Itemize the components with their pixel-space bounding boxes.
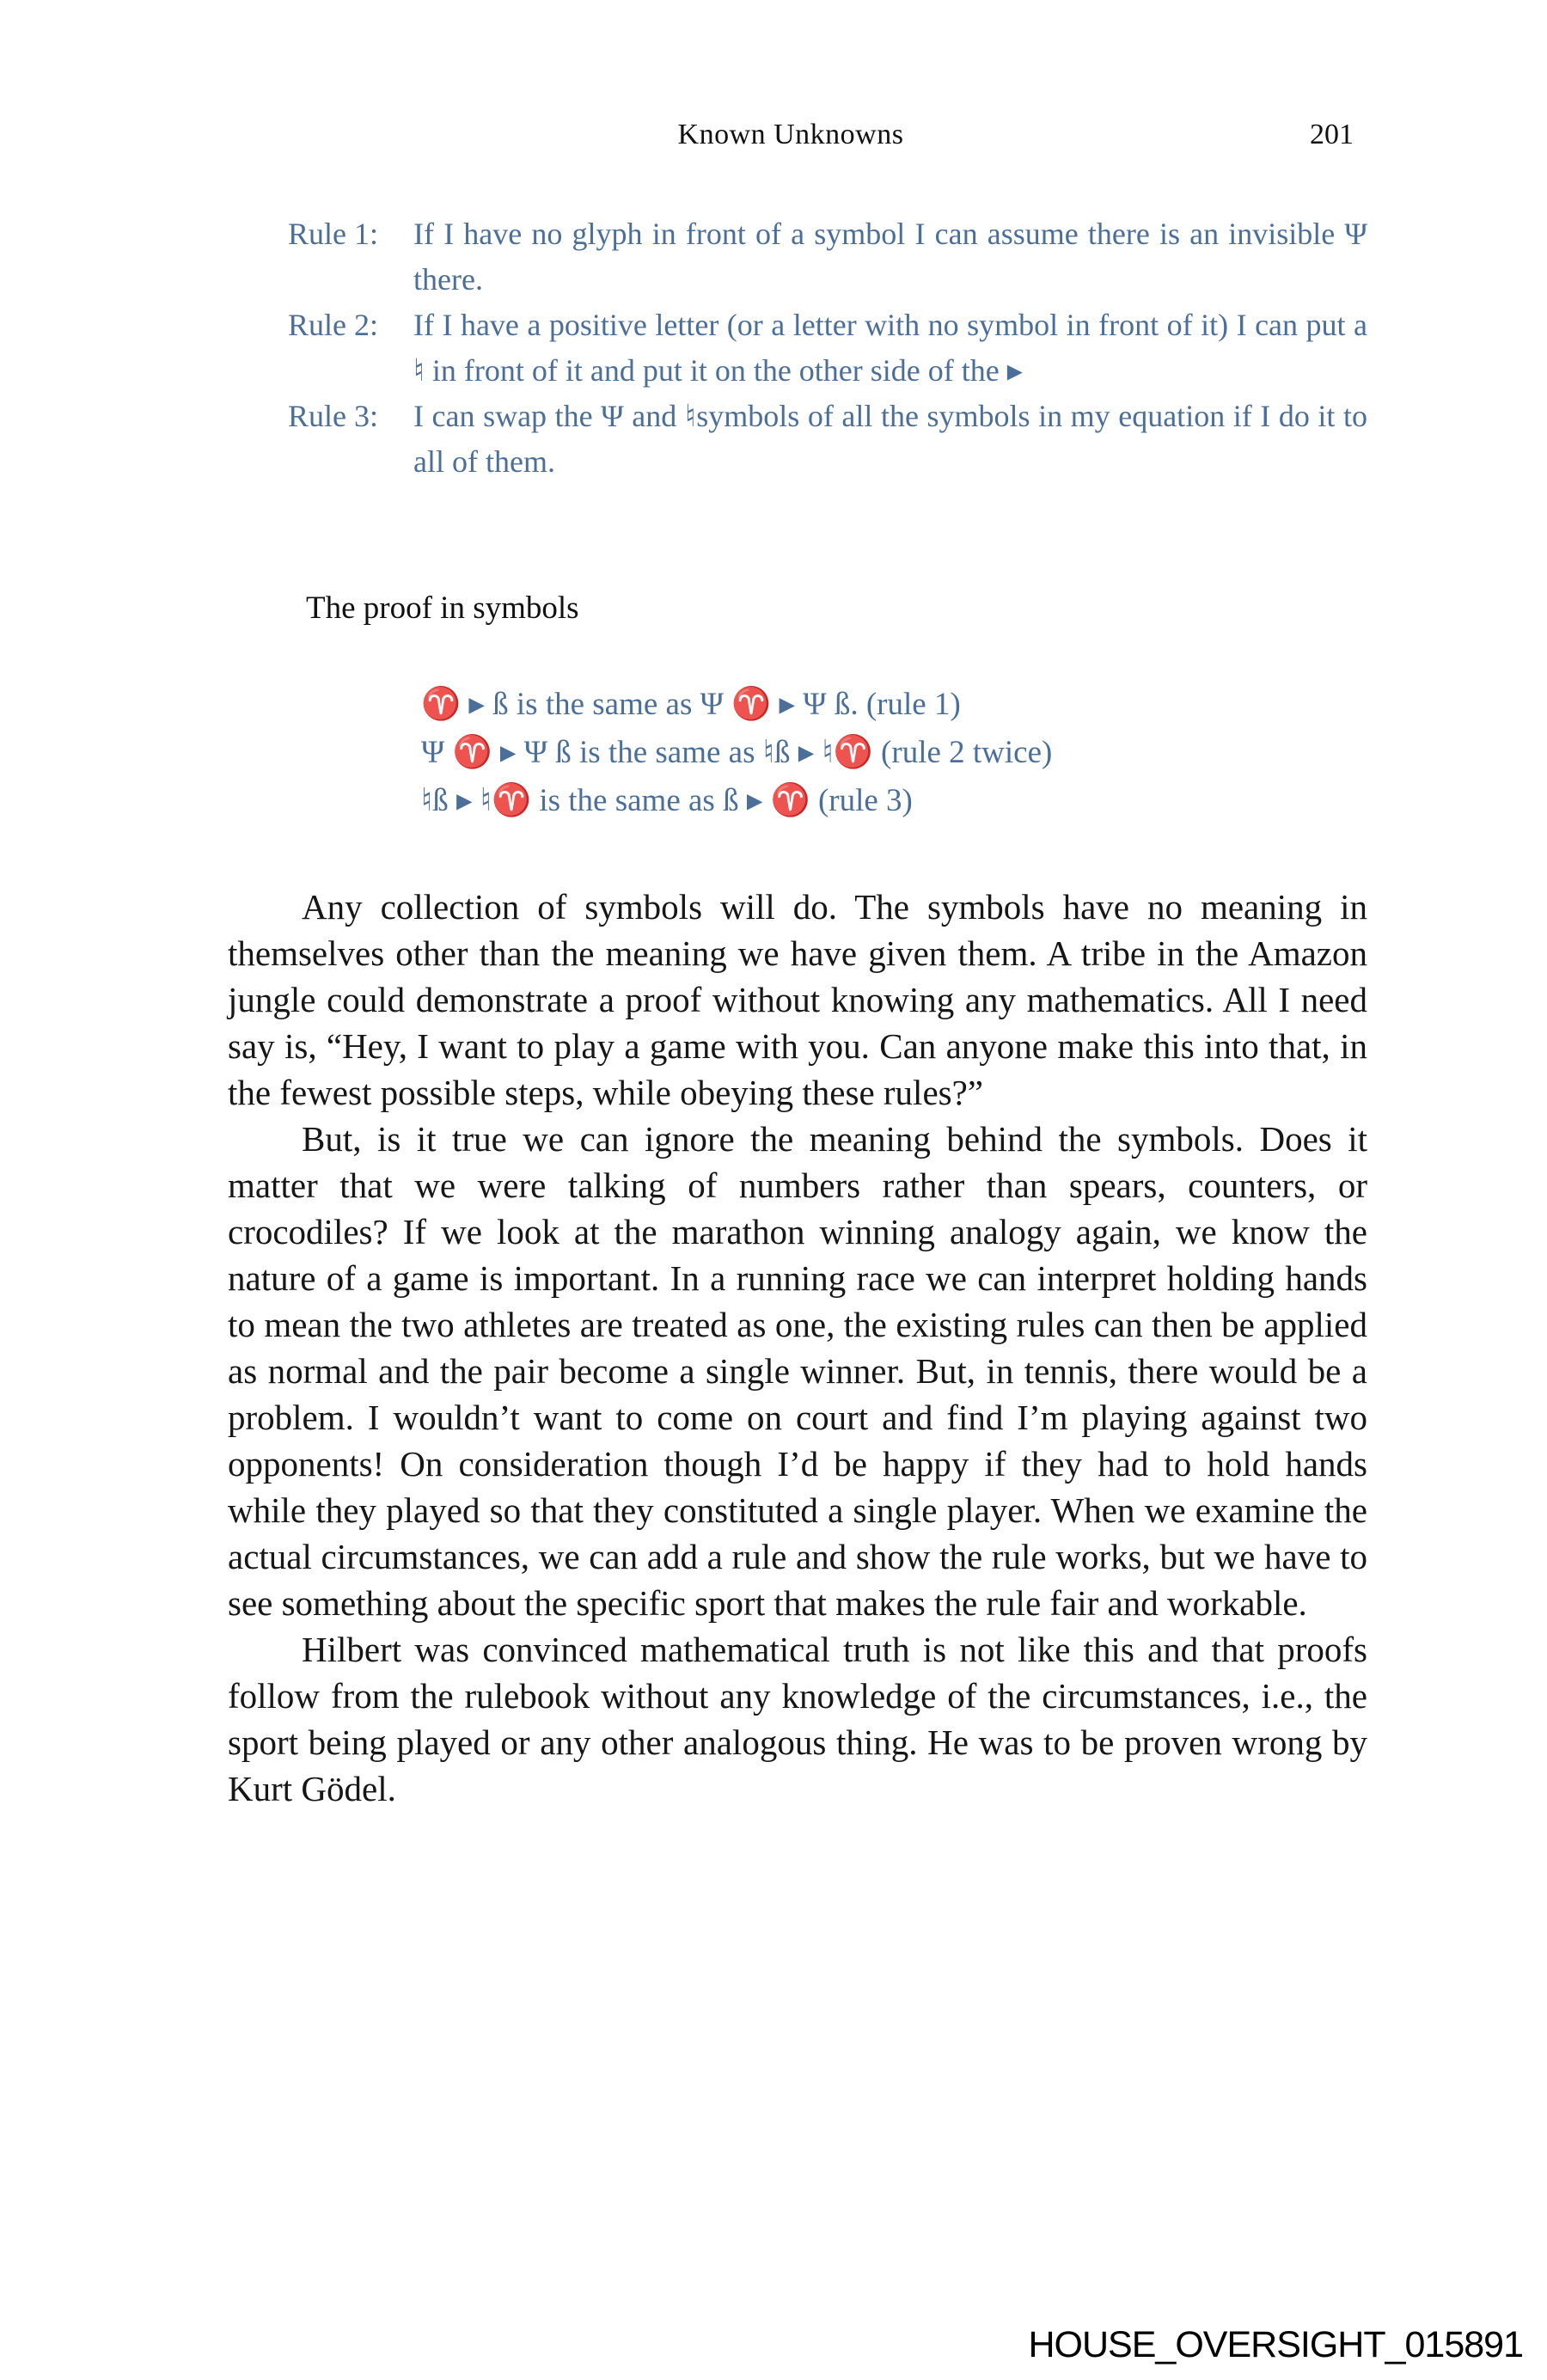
bates-stamp: HOUSE_OVERSIGHT_015891 [1028, 2324, 1523, 2365]
rule-2-text: If I have a positive letter (or a letter with no symbol in front of it) I can put a ♮ in front of it and put it on the other side of the ▸ [413, 308, 1367, 388]
rule-2-label: Rule 2: [288, 308, 378, 342]
rule-3-label: Rule 3: [288, 399, 378, 433]
rule-1-label: Rule 1: [288, 217, 378, 251]
rules-list [288, 211, 1367, 485]
rule-2 [288, 303, 1367, 394]
proof-line-3: ♮ß ▸ ♮♈ is the same as ß ▸ ♈ (rule 3) [421, 783, 913, 818]
rule-1-text: If I have no glyph in front of a symbol I can assume there is an invisible Ψ there. [413, 217, 1367, 297]
chapter-title: Known Unknowns [677, 119, 904, 150]
rule-1 [288, 211, 1367, 303]
proof-heading: The proof in symbols [306, 590, 579, 626]
page-number: 201 [1310, 119, 1354, 150]
paragraph-1: Any collection of symbols will do. The symbols have no meaning in themselves other than the meaning we have given them. A tribe in the Amazon jungle could demonstrate a proof without knowing any mathematics. All I need say is, “Hey, I want to play a game with you. Can anyone make this into that, in the fewest possible steps, while obeying these rules?” [228, 887, 1367, 1112]
body-text [228, 884, 1367, 1812]
running-header [228, 119, 1354, 156]
proof-line-2: Ψ ♈ ▸ Ψ ß is the same as ♮ß ▸ ♮♈ (rule 2 twice) [421, 735, 1053, 770]
rule-3-text: I can swap the Ψ and ♮symbols of all the symbols in my equation if I do it to all of them. [413, 399, 1367, 479]
paragraph-2: But, is it true we can ignore the meaning behind the symbols. Does it matter that we were talking of numbers rather than spears, counters, or crocodiles? If we look at the marathon winning analogy again, we know the nature of a game is important. In a running race we can interpret holding hands to mean the two athletes are treated as one, the existing rules can then be applied as normal and the pair become a single winner. But, in tennis, there would be a problem. I wouldn’t want to come on court and find I’m playing against two opponents! On consideration though I’d be happy if they had to hold hands while they played so that they constituted a single player. When we examine the actual circumstances, we can add a rule and show the rule works, but we have to see something about the specific sport that makes the rule fair and workable. [228, 1119, 1367, 1623]
proof-line-1: ♈ ▸ ß is the same as Ψ ♈ ▸ Ψ ß. (rule 1) [421, 687, 961, 722]
paragraph-3: Hilbert was convinced mathematical truth is not like this and that proofs follow from the rulebook without any knowledge of the circumstances, i.e., the sport being played or any other analogous thing. He was to be proven wrong by Kurt Gödel. [228, 1630, 1367, 1808]
proof-equations [421, 681, 1052, 825]
rule-3 [288, 394, 1367, 485]
